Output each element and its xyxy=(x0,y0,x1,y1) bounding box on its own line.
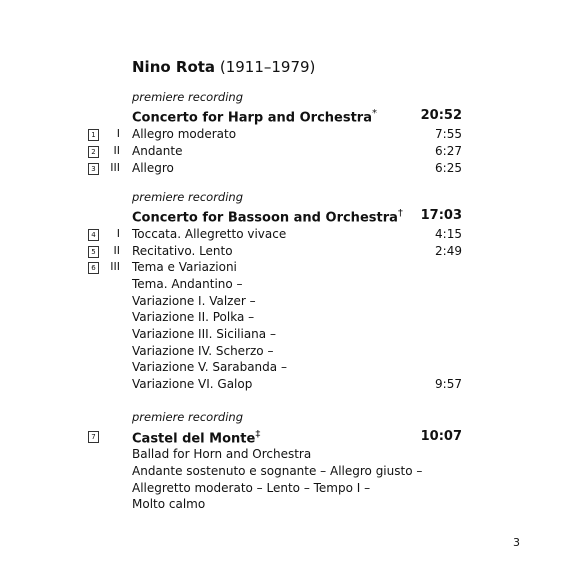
footnote-mark: * xyxy=(372,108,377,119)
variation-line xyxy=(0,360,566,377)
work-duration: 17:03 xyxy=(420,208,462,223)
work-title: Concerto for Harp and Orchestra xyxy=(132,110,372,126)
track-row xyxy=(0,227,566,244)
tempo-text: Molto calmo xyxy=(132,497,206,511)
movement-duration: 7:55 xyxy=(435,127,462,141)
movement-title: Allegro xyxy=(132,161,174,175)
page-number: 3 xyxy=(513,536,520,549)
movement-numeral: I xyxy=(116,127,120,140)
track-number-box: 7 xyxy=(88,431,99,443)
work-heading xyxy=(0,429,566,446)
work-heading xyxy=(0,108,566,125)
track-number-box: 2 xyxy=(88,146,99,158)
work-duration: 10:07 xyxy=(420,429,462,444)
movement-duration: 9:57 xyxy=(435,377,462,391)
work-heading xyxy=(0,208,566,225)
work-subtitle: Ballad for Horn and Orchestra xyxy=(132,447,312,461)
track-row xyxy=(0,161,566,178)
track-row xyxy=(0,144,566,161)
track-row xyxy=(0,127,566,144)
tempo-text: Allegretto moderato – Lento – Tempo I – xyxy=(132,481,371,495)
work-title: Castel del Monte xyxy=(132,431,256,447)
variation-title: Variazione IV. Scherzo – xyxy=(132,344,274,358)
tempo-line xyxy=(0,464,566,481)
variation-title: Variazione I. Valzer – xyxy=(132,294,256,308)
premiere-note: premiere recording xyxy=(132,190,244,204)
movement-duration: 6:27 xyxy=(435,144,462,158)
variation-title: Variazione II. Polka – xyxy=(132,310,255,324)
composer-name: Nino Rota xyxy=(132,58,216,76)
movement-duration: 6:25 xyxy=(435,161,462,175)
track-number-box: 4 xyxy=(88,229,99,241)
variation-line xyxy=(0,277,566,294)
footnote-mark: ‡ xyxy=(255,429,261,440)
variation-line xyxy=(0,327,566,344)
movement-title: Andante xyxy=(132,144,183,158)
variation-line xyxy=(0,310,566,327)
premiere-note: premiere recording xyxy=(132,90,244,104)
movement-numeral: I xyxy=(116,227,120,240)
movement-duration: 2:49 xyxy=(435,244,462,258)
movement-title: Allegro moderato xyxy=(132,127,237,141)
subtitle-line xyxy=(0,447,566,464)
tempo-line xyxy=(0,481,566,498)
movement-title: Toccata. Allegretto vivace xyxy=(132,227,287,241)
track-number-box: 3 xyxy=(88,163,99,175)
track-row xyxy=(0,244,566,261)
tempo-text: Andante sostenuto e sognante – Allegro giusto – xyxy=(132,464,423,478)
movement-numeral: II xyxy=(113,244,120,257)
variation-line xyxy=(0,377,566,394)
composer-heading xyxy=(132,58,315,76)
footnote-mark: † xyxy=(397,208,403,219)
variation-title: Tema. Andantino – xyxy=(132,277,243,291)
movement-title: Tema e Variazioni xyxy=(132,260,237,274)
variation-line xyxy=(0,294,566,311)
variation-title: Variazione III. Siciliana – xyxy=(132,327,276,341)
movement-numeral: II xyxy=(113,144,120,157)
tempo-line xyxy=(0,497,566,514)
variation-title: Variazione VI. Galop xyxy=(132,377,253,391)
movement-numeral: III xyxy=(110,161,120,174)
track-number-box: 5 xyxy=(88,246,99,258)
work-title: Concerto for Bassoon and Orchestra xyxy=(132,210,398,226)
variation-title: Variazione V. Sarabanda – xyxy=(132,360,287,374)
movement-duration: 4:15 xyxy=(435,227,462,241)
movement-numeral: III xyxy=(110,260,120,273)
track-number-box: 6 xyxy=(88,262,99,274)
variation-line xyxy=(0,344,566,361)
work-duration: 20:52 xyxy=(420,108,462,123)
track-row xyxy=(0,260,566,277)
premiere-note: premiere recording xyxy=(132,410,244,424)
movement-title: Recitativo. Lento xyxy=(132,244,233,258)
composer-dates: (1911–1979) xyxy=(219,58,316,76)
track-number-box: 1 xyxy=(88,129,99,141)
